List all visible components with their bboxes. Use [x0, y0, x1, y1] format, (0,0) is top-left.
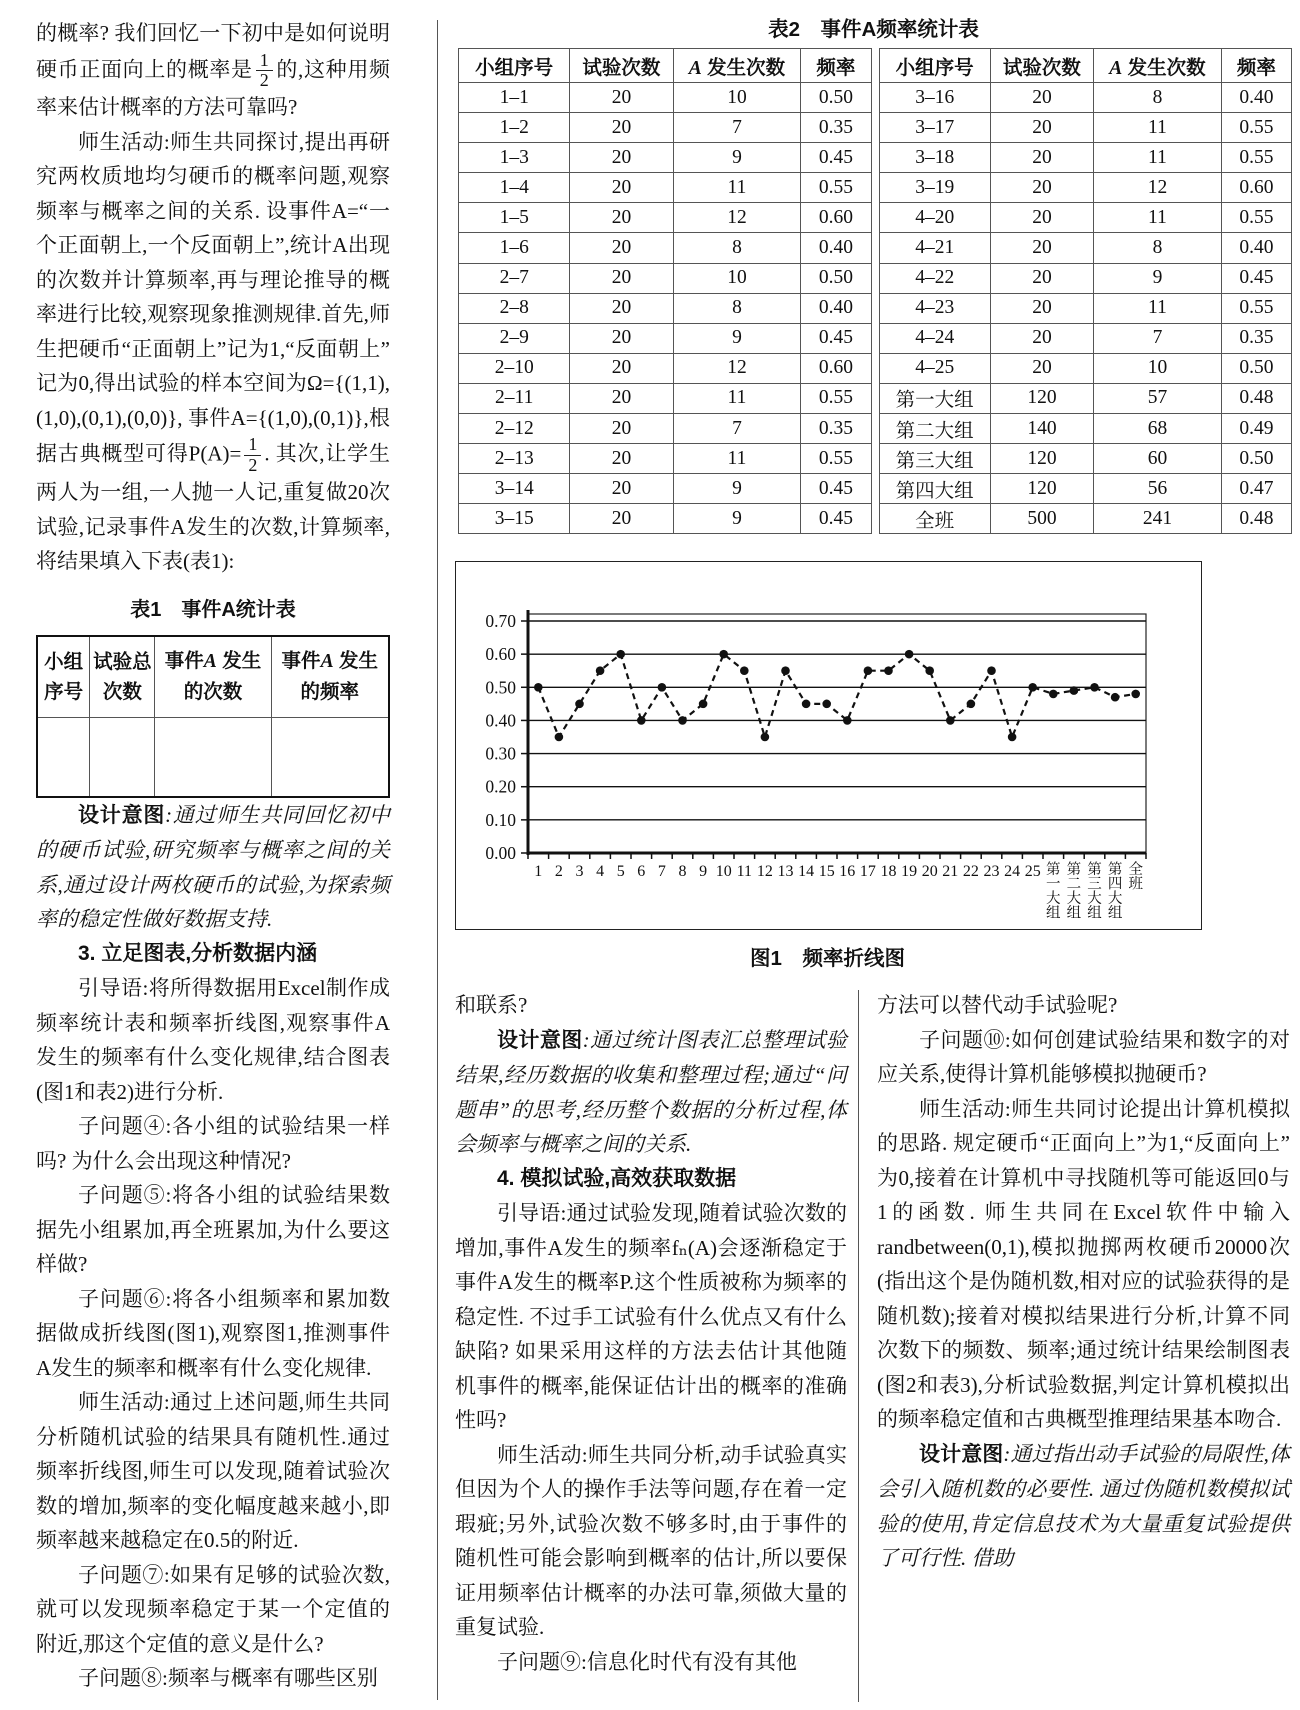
cell-occurrences: 8: [1094, 83, 1222, 113]
paragraph: [36, 1385, 390, 1558]
cell-frequency: 0.40: [1221, 83, 1291, 113]
table2: [458, 48, 1292, 534]
cell-occurrences: 7: [673, 113, 801, 143]
lead-label: 引导语: [497, 1201, 561, 1225]
table-row: [459, 504, 872, 534]
text-run: 的,这种用频率来估计概率的方法可靠吗?: [36, 57, 390, 120]
table-row: [879, 444, 1292, 474]
table-row: [459, 444, 872, 474]
table-row: [879, 504, 1292, 534]
svg-text:21: 21: [942, 863, 959, 880]
svg-text:20: 20: [921, 863, 938, 880]
paragraph: [877, 1092, 1290, 1437]
svg-text:0.60: 0.60: [485, 644, 516, 665]
table-row: [459, 113, 872, 143]
table-row: [459, 474, 872, 504]
svg-text:第三大组: 第三大组: [1087, 862, 1102, 922]
cell-occurrences: 8: [673, 293, 801, 323]
paragraph: [455, 1023, 847, 1162]
cell-occurrences: 11: [1094, 203, 1222, 233]
cell-group-id: 1–5: [459, 203, 570, 233]
table2-header-cell: 试验次数: [570, 49, 673, 83]
cell-occurrences: 241: [1094, 504, 1222, 534]
table2-header-cell: 试验次数: [990, 49, 1093, 83]
lead-label: 设计意图: [78, 803, 166, 827]
svg-text:8: 8: [678, 863, 687, 880]
cell-frequency: 0.40: [801, 233, 871, 263]
cell-occurrences: 9: [1094, 263, 1222, 293]
svg-text:全班: 全班: [1128, 862, 1143, 893]
table-row: [459, 203, 872, 233]
table-row: [459, 173, 872, 203]
table-row: [459, 323, 872, 353]
cell-trials: 20: [990, 173, 1093, 203]
table-row: [879, 474, 1292, 504]
svg-text:第四大组: 第四大组: [1107, 862, 1123, 922]
cell-occurrences: 7: [1094, 323, 1222, 353]
svg-text:24: 24: [1004, 863, 1021, 880]
table-row: [879, 353, 1292, 383]
column-divider: [437, 20, 438, 1700]
table1-empty-cell: [271, 717, 389, 797]
paragraph: 和联系?: [455, 993, 528, 1017]
paragraph: 方法可以替代动手试验呢?: [877, 993, 1118, 1017]
text-run: :师生共同分析,动手试验真实但因为个人的操作手法等问题,存在着一定瑕疵;另外,试验次数不够多时,由于事件的随机性可能会影响到概率的估计,所以要保证用频率估计概率的办法可靠,须做大量的重复试验.: [455, 1442, 847, 1639]
cell-trials: 20: [570, 263, 673, 293]
cell-group-id: 4–24: [879, 323, 990, 353]
text-run: :将所得数据用Excel制作成频率统计表和频率折线图,观察事件A发生的频率有什么变化规律,结合图表(图1和表2)进行分析.: [36, 976, 390, 1104]
paragraph: 子问题⑨:信息化时代有没有其他: [497, 1649, 797, 1674]
table1-header-row: [37, 636, 389, 717]
cell-frequency: 0.45: [801, 474, 871, 504]
fraction-denominator: 2: [248, 454, 258, 475]
right-column: [877, 988, 1290, 1576]
cell-frequency: 0.60: [801, 203, 871, 233]
cell-trials: 20: [570, 323, 673, 353]
table-row: [879, 414, 1292, 444]
text-run: :通过上述问题,师生共同分析随机试验的结果具有随机性.通过频率折线图,师生可以发现,随着试验次数的增加,频率的变化幅度越来越小,即频率越来越稳定在0.5的附近.: [36, 1390, 390, 1553]
svg-text:0.20: 0.20: [485, 776, 516, 797]
cell-frequency: 0.60: [1221, 173, 1291, 203]
cell-frequency: 0.45: [801, 504, 871, 534]
table-row: [459, 233, 872, 263]
cell-occurrences: 11: [1094, 113, 1222, 143]
svg-text:18: 18: [880, 863, 897, 880]
cell-group-id: 1–3: [459, 143, 570, 173]
cell-trials: 500: [990, 504, 1093, 534]
figure1-caption: 图1 频率折线图: [750, 947, 905, 970]
cell-occurrences: 11: [673, 444, 801, 474]
cell-frequency: 0.35: [801, 414, 871, 444]
table2-header-row: [459, 49, 872, 83]
svg-text:22: 22: [962, 863, 979, 880]
svg-text:25: 25: [1024, 863, 1041, 880]
cell-frequency: 0.47: [1221, 474, 1291, 504]
cell-trials: 20: [570, 203, 673, 233]
lead-label: 师生活动: [78, 1390, 164, 1415]
svg-text:13: 13: [777, 863, 794, 880]
cell-frequency: 0.55: [1221, 113, 1291, 143]
lead-label: 师生活动: [497, 1442, 582, 1467]
cell-group-id: 4–22: [879, 263, 990, 293]
paragraph: [455, 1196, 847, 1438]
table-row: [879, 233, 1292, 263]
text-run: :通过师生共同回忆初中的硬币试验,研究频率与概率之间的关系,通过设计两枚硬币的试验,为探索频率的稳定性做好数据支持.: [36, 802, 391, 932]
lead-label: 引导语: [78, 976, 143, 1001]
fraction-numerator: 1: [244, 435, 261, 455]
cell-frequency: 0.50: [1221, 444, 1291, 474]
table2-header-cell: 小组序号: [459, 49, 570, 83]
cell-group-id: 1–1: [459, 83, 570, 113]
text-run: . 其次,让学生两人为一组,一人抛一人记,重复做20次试验,记录事件A发生的次数,计算频率,将结果填入下表(表1):: [36, 441, 390, 574]
table-row: [879, 263, 1292, 293]
cell-trials: 20: [570, 414, 673, 444]
cell-trials: 20: [570, 143, 673, 173]
cell-frequency: 0.48: [1221, 383, 1291, 413]
chart-canvas: [456, 562, 1201, 929]
cell-frequency: 0.55: [1221, 143, 1291, 173]
table2-header-cell: 频率: [1221, 49, 1291, 83]
svg-text:15: 15: [818, 863, 835, 880]
cell-group-id: 2–11: [459, 383, 570, 413]
svg-text:2: 2: [554, 863, 563, 880]
lead-label: 设计意图: [919, 1442, 1004, 1466]
table-row: [879, 323, 1292, 353]
cell-group-id: 1–2: [459, 113, 570, 143]
svg-text:第二大组: 第二大组: [1066, 862, 1082, 922]
cell-occurrences: 68: [1094, 414, 1222, 444]
svg-text:0.70: 0.70: [485, 611, 516, 631]
cell-trials: 20: [990, 113, 1093, 143]
cell-group-id: 4–21: [879, 233, 990, 263]
svg-text:1: 1: [534, 863, 543, 880]
table2-header-cell: A 发生次数: [1094, 49, 1222, 83]
svg-text:3: 3: [575, 863, 584, 880]
cell-occurrences: 9: [673, 474, 801, 504]
text-run: :通过试验发现,随着试验次数的增加,事件A发生的频率fₙ(A)会逐渐稳定于事件A发生的概率P.这个性质被称为频率的稳定性. 不过手工试验有什么优点又有什么缺陷? 如果采用这样的方法去估计其他随机事件的概率,能保证估计出的概率的准确性吗?: [455, 1201, 847, 1432]
table-row: [459, 143, 872, 173]
table2-header-row: [879, 49, 1292, 83]
table1-empty-row: [37, 717, 389, 797]
cell-trials: 20: [990, 233, 1093, 263]
cell-occurrences: 12: [1094, 173, 1222, 203]
cell-group-id: 3–16: [879, 83, 990, 113]
text-run: :通过指出动手试验的局限性,体会引入随机数的必要性. 通过伪随机数模拟试验的使用,肯定信息技术为大量重复试验提供了可行性. 借助: [877, 1441, 1290, 1570]
svg-text:0.00: 0.00: [485, 843, 516, 863]
cell-trials: 20: [570, 233, 673, 263]
table-row: [879, 203, 1292, 233]
cell-group-id: 2–12: [459, 414, 570, 444]
paragraph: 子问题⑧:频率与概率有哪些区别: [78, 1666, 378, 1691]
cell-frequency: 0.60: [801, 353, 871, 383]
table1-header-cell: 事件A 发生的次数: [155, 636, 271, 717]
cell-group-id: 4–25: [879, 353, 990, 383]
paragraph: 子问题④:各小组的试验结果一样吗? 为什么会出现这种情况?: [36, 1114, 390, 1173]
cell-frequency: 0.45: [801, 143, 871, 173]
cell-occurrences: 8: [1094, 233, 1222, 263]
svg-text:0.30: 0.30: [485, 743, 516, 764]
cell-occurrences: 7: [673, 414, 801, 444]
svg-text:4: 4: [596, 863, 605, 880]
cell-trials: 20: [990, 263, 1093, 293]
cell-frequency: 0.40: [1221, 233, 1291, 263]
cell-group-id: 4–20: [879, 203, 990, 233]
cell-frequency: 0.48: [1221, 504, 1291, 534]
cell-frequency: 0.55: [801, 173, 871, 203]
cell-trials: 20: [570, 113, 673, 143]
svg-text:7: 7: [657, 863, 666, 880]
cell-frequency: 0.35: [1221, 323, 1291, 353]
paragraph: [877, 1437, 1290, 1576]
cell-occurrences: 56: [1094, 474, 1222, 504]
cell-frequency: 0.49: [1221, 414, 1291, 444]
section-heading: 3. 立足图表,分析数据内涵: [78, 941, 318, 965]
paragraph: 子问题⑩:如何创建试验结果和数字的对应关系,使得计算机能够模拟抛硬币?: [877, 1027, 1290, 1086]
svg-text:6: 6: [637, 863, 646, 880]
table-row: [459, 263, 872, 293]
cell-group-id: 2–8: [459, 293, 570, 323]
table2-left-half: [458, 48, 872, 534]
cell-group-id: 第四大组: [879, 474, 990, 504]
cell-occurrences: 11: [1094, 293, 1222, 323]
cell-frequency: 0.50: [1221, 353, 1291, 383]
cell-group-id: 2–7: [459, 263, 570, 293]
cell-trials: 120: [990, 444, 1093, 474]
table-row: [459, 293, 872, 323]
cell-occurrences: 11: [673, 173, 801, 203]
cell-occurrences: 11: [1094, 143, 1222, 173]
cell-trials: 20: [570, 173, 673, 203]
table-row: [879, 293, 1292, 323]
text-run: :通过统计图表汇总整理试验结果,经历数据的收集和整理过程;通过“问题串”的思考,经历整个数据的分析过程,体会频率与概率之间的关系.: [455, 1027, 847, 1156]
svg-text:9: 9: [699, 863, 708, 880]
table-row: [459, 83, 872, 113]
svg-text:12: 12: [756, 863, 773, 880]
cell-frequency: 0.40: [801, 293, 871, 323]
cell-group-id: 3–18: [879, 143, 990, 173]
paragraph: [36, 125, 390, 579]
svg-text:23: 23: [983, 863, 1000, 880]
cell-occurrences: 12: [673, 203, 801, 233]
cell-trials: 20: [990, 353, 1093, 383]
table2-right-half: [879, 48, 1293, 534]
cell-group-id: 3–15: [459, 504, 570, 534]
cell-occurrences: 11: [673, 383, 801, 413]
table2-header-cell: 频率: [801, 49, 871, 83]
cell-frequency: 0.50: [801, 263, 871, 293]
paragraph: 子问题⑤:将各小组的试验结果数据先小组累加,再全班累加,为什么要这样做?: [36, 1183, 390, 1277]
table-row: [879, 83, 1292, 113]
table1-title: 表1 事件A统计表: [130, 598, 296, 621]
svg-text:16: 16: [839, 863, 856, 880]
cell-group-id: 1–4: [459, 173, 570, 203]
paragraph: [455, 1438, 847, 1645]
cell-group-id: 第三大组: [879, 444, 990, 474]
cell-trials: 120: [990, 474, 1093, 504]
left-column: [36, 16, 390, 1696]
paragraph: [36, 16, 390, 125]
cell-trials: 20: [570, 353, 673, 383]
text-run: 的概率? 我们回忆一下初中是如何说明硬币正面向上的概率是: [36, 21, 390, 82]
cell-group-id: 全班: [879, 504, 990, 534]
text-run: :师生共同探讨,提出再研究两枚质地均匀硬币的概率问题,观察频率与概率之间的关系. 设事件A=“一个正面朝上,一个反面朝上”,统计A出现的次数并计算频率,再与理论推导的概率进行比较,观察现象推测规律.首先,师生把硬币“正面朝上”记为1,“反面朝上”记为0,得出试验的样本空间为Ω={(1,1),(1,0),(0,1),(0,0)}, 事件A={(1,0),(0,1)},根据古典概型可得P(A)=: [36, 129, 390, 466]
svg-text:19: 19: [901, 863, 918, 880]
cell-occurrences: 57: [1094, 383, 1222, 413]
cell-group-id: 2–13: [459, 444, 570, 474]
svg-text:第一大组: 第一大组: [1046, 862, 1061, 922]
table2-title: 表2 事件A频率统计表: [768, 18, 979, 41]
cell-occurrences: 60: [1094, 444, 1222, 474]
cell-trials: 20: [570, 444, 673, 474]
cell-occurrences: 9: [673, 143, 801, 173]
cell-group-id: 第二大组: [879, 414, 990, 444]
cell-group-id: 1–6: [459, 233, 570, 263]
table1-empty-cell: [90, 717, 155, 797]
table-row: [879, 383, 1292, 413]
fraction-numerator: 1: [256, 51, 273, 71]
paragraph: 子问题⑦:如果有足够的试验次数,就可以发现频率稳定于某一个定值的附近,那这个定值的意义是什么?: [36, 1562, 390, 1656]
cell-trials: 120: [990, 383, 1093, 413]
cell-frequency: 0.45: [801, 323, 871, 353]
cell-occurrences: 10: [1094, 353, 1222, 383]
cell-frequency: 0.55: [1221, 293, 1291, 323]
svg-text:0.50: 0.50: [485, 677, 516, 698]
cell-group-id: 2–9: [459, 323, 570, 353]
cell-trials: 20: [570, 83, 673, 113]
svg-text:0.10: 0.10: [485, 809, 516, 830]
middle-column: [455, 988, 847, 1679]
lead-label: 师生活动: [78, 129, 164, 154]
cell-group-id: 第一大组: [879, 383, 990, 413]
svg-text:0.40: 0.40: [485, 710, 516, 731]
cell-frequency: 0.55: [801, 383, 871, 413]
lead-label: 师生活动: [919, 1096, 1005, 1121]
cell-occurrences: 10: [673, 83, 801, 113]
cell-group-id: 3–14: [459, 474, 570, 504]
table1-header-cell: 试验总次数: [90, 636, 155, 717]
cell-frequency: 0.50: [801, 83, 871, 113]
table2-header-cell: A 发生次数: [673, 49, 801, 83]
svg-text:11: 11: [736, 863, 753, 880]
cell-trials: 20: [570, 383, 673, 413]
cell-trials: 20: [570, 474, 673, 504]
fraction: [256, 51, 273, 91]
svg-text:14: 14: [798, 863, 815, 880]
cell-trials: 20: [570, 293, 673, 323]
cell-frequency: 0.55: [1221, 203, 1291, 233]
cell-trials: 20: [990, 143, 1093, 173]
cell-occurrences: 9: [673, 504, 801, 534]
cell-trials: 20: [990, 323, 1093, 353]
fraction: [244, 435, 261, 475]
cell-group-id: 2–10: [459, 353, 570, 383]
text-run: :师生共同讨论提出计算机模拟的思路. 规定硬币“正面向上”为1,“反面向上”为0,接着在计算机中寻找随机等可能返回0与1的函数. 师生共同在Excel软件中输入randbetween(0,1),模拟抛掷两枚硬币20000次(指出这个是伪随机数,相对应的试验获得的是随机数);接着对模拟结果进行分析,计算不同次数下的频数、频率;通过统计结果绘制图表(图2和表3),分析试验数据,判定计算机模拟出的频率稳定值和古典概型推理结果基本吻合.: [877, 1096, 1290, 1431]
svg-text:17: 17: [859, 863, 876, 880]
table-row: [459, 353, 872, 383]
cell-frequency: 0.55: [801, 444, 871, 474]
cell-group-id: 3–17: [879, 113, 990, 143]
fraction-denominator: 2: [259, 69, 269, 90]
cell-frequency: 0.45: [1221, 263, 1291, 293]
table1-empty-cell: [37, 717, 90, 797]
cell-trials: 20: [990, 83, 1093, 113]
paragraph: 子问题⑥:将各小组频率和累加数据做成折线图(图1),观察图1,推测事件A发生的频率和概率有什么变化规律.: [36, 1286, 390, 1380]
table-row: [879, 173, 1292, 203]
paragraph: [36, 798, 390, 937]
table-row: [459, 383, 872, 413]
cell-group-id: 3–19: [879, 173, 990, 203]
cell-occurrences: 12: [673, 353, 801, 383]
table1: [36, 635, 390, 797]
table-row: [879, 113, 1292, 143]
frequency-line-chart: [455, 561, 1202, 930]
table2-header-cell: 小组序号: [879, 49, 990, 83]
paragraph: [36, 971, 390, 1109]
cell-group-id: 4–23: [879, 293, 990, 323]
cell-occurrences: 8: [673, 233, 801, 263]
cell-trials: 20: [990, 293, 1093, 323]
cell-frequency: 0.35: [801, 113, 871, 143]
svg-text:5: 5: [616, 863, 625, 880]
table-row: [459, 414, 872, 444]
cell-trials: 20: [990, 203, 1093, 233]
cell-occurrences: 10: [673, 263, 801, 293]
table1-header-cell: 事件A 发生的频率: [271, 636, 389, 717]
table-row: [879, 143, 1292, 173]
cell-occurrences: 9: [673, 323, 801, 353]
column-divider: [858, 990, 859, 1702]
table1-header-cell: 小组序号: [37, 636, 90, 717]
lead-label: 设计意图: [497, 1028, 583, 1052]
cell-trials: 140: [990, 414, 1093, 444]
table1-empty-cell: [155, 717, 271, 797]
svg-text:10: 10: [715, 863, 732, 880]
section-heading: 4. 模拟试验,高效获取数据: [497, 1166, 737, 1190]
cell-trials: 20: [570, 504, 673, 534]
